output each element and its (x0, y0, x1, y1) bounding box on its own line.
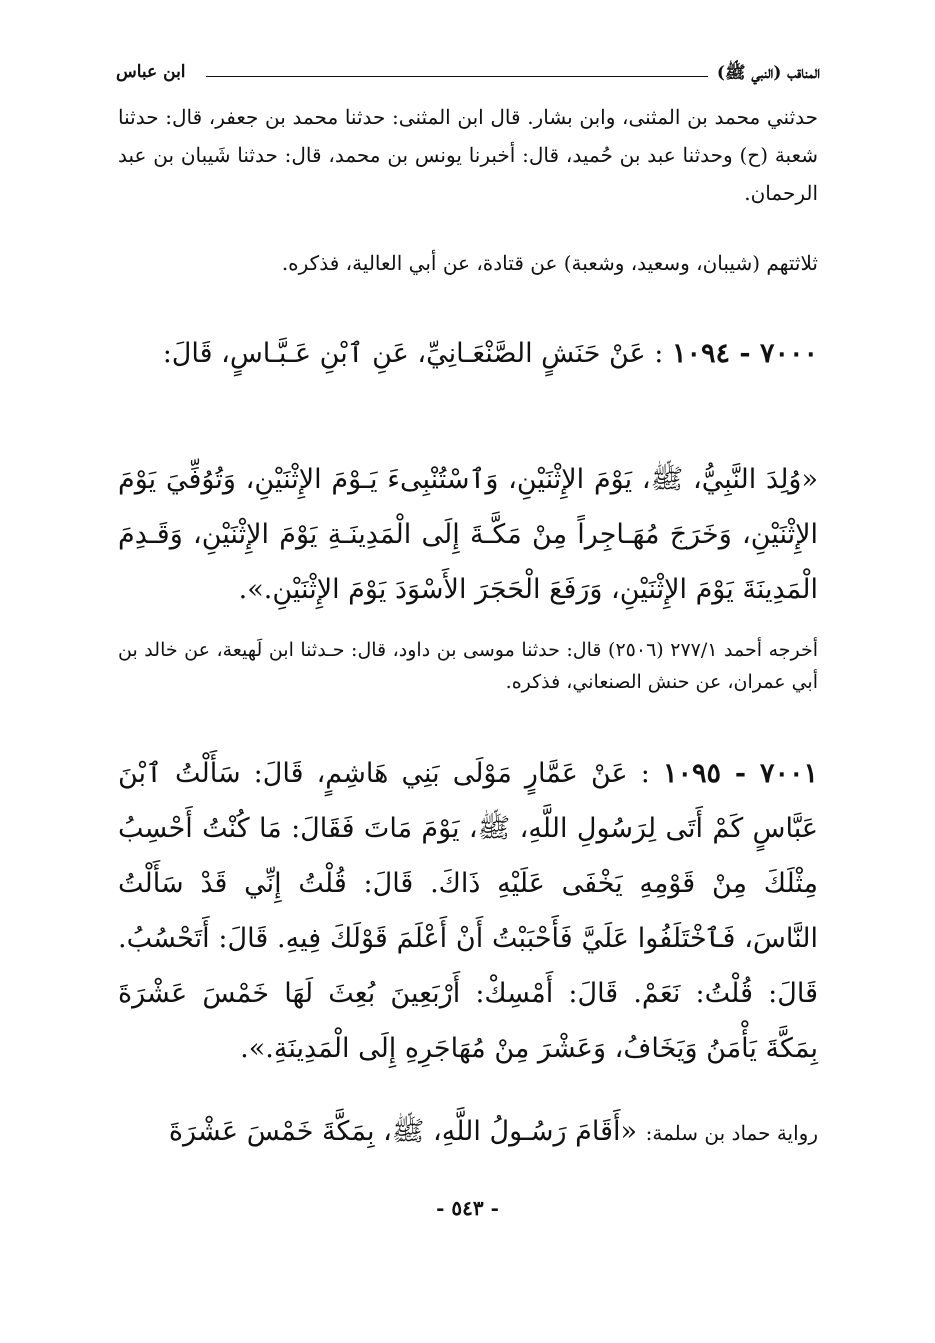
riwaya-paragraph (118, 1104, 818, 1161)
takhrij-7000: أخرجه أحمد ٢٧٧/١ (٢٥٠٦) قال: حدثنا موسى بن داود، قال: حـدثنا ابن لَهيعة، عن خالد بن أبي عمران، عن حنش الصنعاني، فذكره. (118, 639, 819, 693)
hadith-7000-number: ٧٠٠٠ - ١٠٩٤ (671, 338, 818, 369)
hadith-7000-text: «وُلِدَ النَّبِيُّ، ﷺ، يَوْمَ الإِثْنَيْنِ، وَٱسْتُنْبِىءَ يَـوْمَ الإِثْنَيْنِ، وَتُوُفِّيَ يَوْمَ الإِثْنَيْنِ، وَخَرَجَ مُهَـاجِراً مِنْ مَكَّـةَ إِلَى الْمَدِينَـةِ يَوْمَ الإِثْنَيْنِ، وَقَـدِمَ الْمَدِينَةَ يَوْمَ الإِثْنَيْنِ، وَرَفَعَ الْحَجَرَ الأَسْوَدَ يَوْمَ الإِثْنَيْنِ.». (118, 464, 818, 605)
hadith-7001-number: ٧٠٠١ - ١٠٩٥ (662, 758, 818, 789)
isnad-paragraph-2: ثلاثتهم (شيبان، وسعيد، وشعبة) عن قتادة، عن أبي العالية، فذكره. (281, 251, 818, 275)
hadith-7000-chain: : عَنْ حَنَشٍ الصَّنْعَـانِيِّ، عَنِ ٱبْنِ عَـبَّـاسٍ، قَالَ: (162, 338, 664, 369)
riwaya-text: «أَقَامَ رَسُـولُ اللَّهِ، ﷺ، بِمَكَّةَ خَمْسَ عَشْرَةَ (168, 1116, 638, 1147)
riwaya-intro: رواية حماد بن سلمة: (645, 1121, 818, 1145)
isnad-paragraph-1: حدثني محمد بن المثنى، وابن بشار. قال ابن المثنى: حدثنا محمد بن جعفر، قال: حدثنا شعبة (ح) وحدثنا عبد بن حُميد، قال: أخبرنا يونس بن محمد، قال: حدثنا شَيبان بن عبد الرحمان. (118, 105, 818, 205)
hadith-7001-text: : عَنْ عَمَّارٍ مَوْلَى بَنِي هَاشِمٍ، قَالَ: سَأَلْتُ ٱبْنَ عَبَّاسٍ كَمْ أَتَى لِرَسُولِ اللَّهِ، ﷺ، يَوْمَ مَاتَ فَقَالَ: مَا كُنْتُ أَحْسِبُ مِثْلَكَ مِنْ قَوْمِهِ يَخْفَى عَلَيْهِ ذَاكَ. قَالَ: قُلْتُ إِنِّي قَدْ سَأَلْتُ النَّاسَ، فَٱخْتَلَفُوا عَلَيَّ فَأَحْبَبْتُ أَنْ أَعْلَمَ قَوْلَكَ فِيهِ. قَالَ: أَتَحْسُبُ. قَالَ: قُلْتُ: نَعَمْ. قَالَ: أَمْسِكْ: أَرْبَعِينَ بُعِثَ لَهَا خَمْسَ عَشْرَةَ بِمَكَّةَ يَأْمَنُ وَيَخَافُ، وَعَشْرَ مِنْ مُهَاجَرِهِ إِلَى الْمَدِينَةِ.». (118, 758, 819, 1064)
hadith-7000-heading (118, 326, 818, 381)
running-header (116, 62, 820, 90)
hadith-7001 (118, 746, 818, 1076)
header-rule (206, 76, 708, 77)
page-number: - ٥٤٣ - (436, 1196, 499, 1220)
companion-name: ابن عباس (116, 62, 186, 82)
chapter-title: المناقب (النبي ﷺ) (716, 63, 820, 83)
